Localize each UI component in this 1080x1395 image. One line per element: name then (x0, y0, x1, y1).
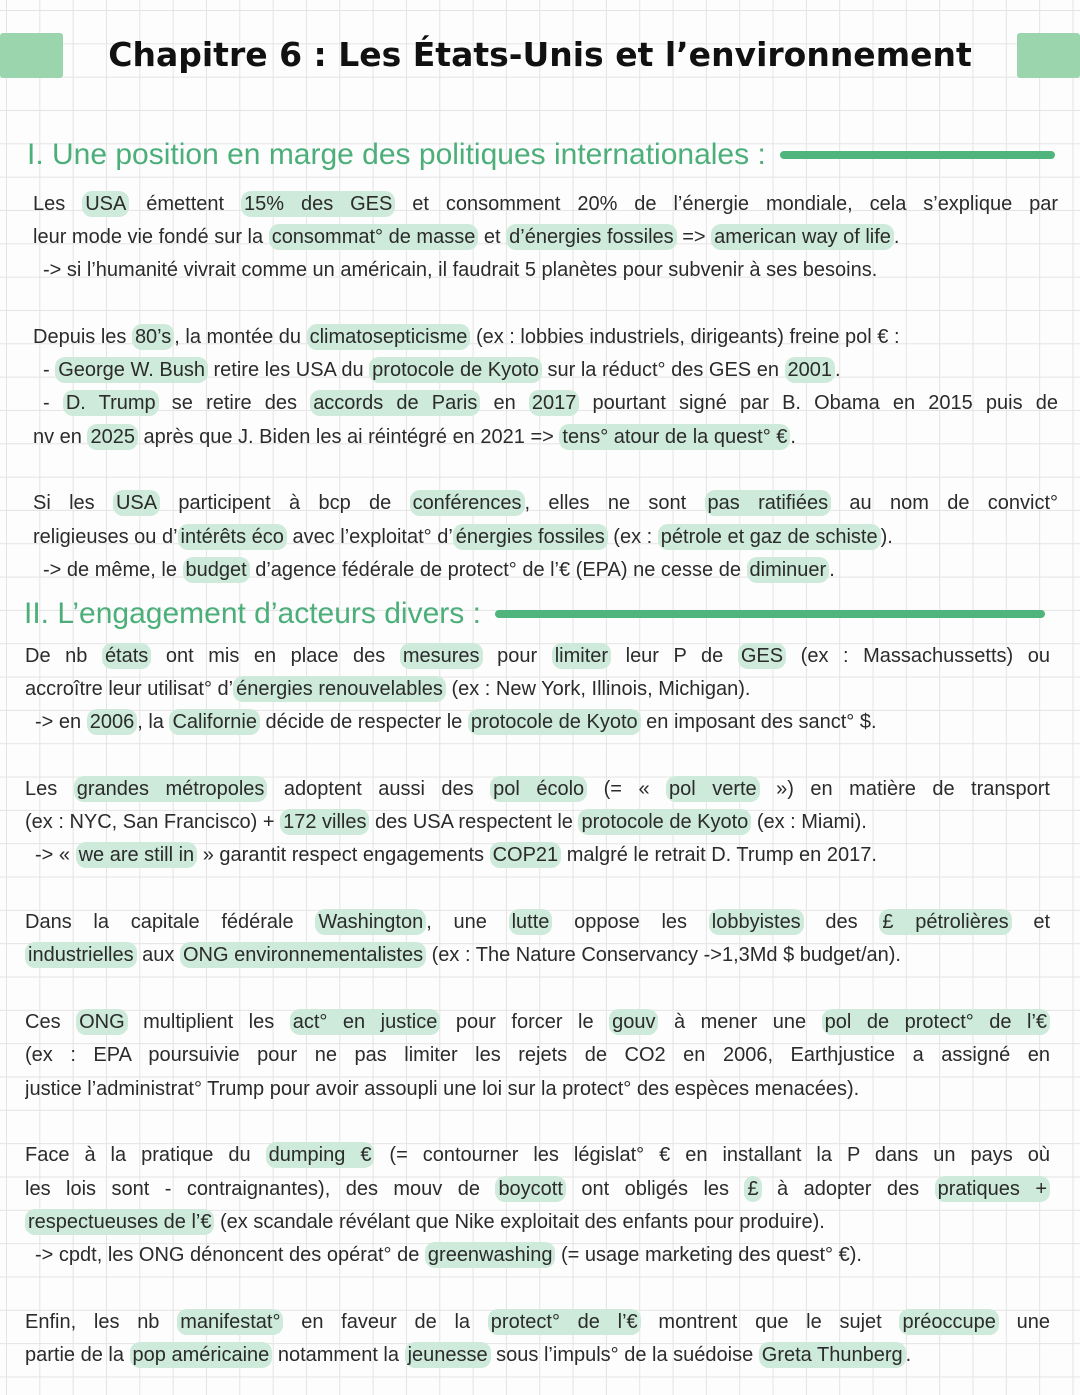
note-line (33, 188, 1058, 221)
text-segment: (ex : Miami). (751, 811, 867, 834)
text-segment: à adopter des (761, 1177, 935, 1200)
section-2 (24, 592, 1050, 1373)
text-segment: d’agence fédérale de protect° de l’€ (EPA) ne cesse de (249, 559, 747, 582)
note-line (25, 706, 1050, 739)
note-line (25, 640, 1050, 673)
note-line (33, 487, 1058, 520)
paragraph (25, 906, 1050, 973)
text-segment: » garantit respect engagements (197, 844, 490, 867)
text-segment: (= contourner les législat° € en installant la P dans un pays où (374, 1144, 1050, 1167)
text-segment: émettent (129, 192, 241, 215)
highlighted-text: 2025 (87, 424, 138, 450)
highlighted-text: grandes métropoles (74, 776, 268, 802)
note-line (25, 906, 1050, 939)
text-segment: leur mode vie fondé sur la (33, 225, 269, 248)
highlighted-text: diminuer (747, 557, 830, 583)
text-segment: De nb (25, 644, 102, 667)
text-segment: en faveur de la (283, 1311, 488, 1334)
highlighted-text: 2001 (785, 357, 836, 383)
section-heading: II. L’engagement d’acteurs divers : (24, 597, 481, 630)
text-segment: Dans la capitale fédérale (25, 911, 316, 934)
highlighted-text: états (102, 643, 151, 669)
highlighted-text: lobbyistes (709, 909, 804, 935)
text-segment: les lois sont - contraignantes), des mouv de (25, 1177, 496, 1200)
highlighted-text: USA (82, 191, 129, 217)
highlighted-text: gouv (609, 1009, 658, 1035)
text-segment: (ex : The Nature Conservancy ->1,3Md $ budget/an). (426, 944, 901, 967)
note-line (25, 1006, 1050, 1039)
highlighted-text: pol verte (666, 776, 760, 802)
highlighted-text: respectueuses de l’€ (25, 1209, 214, 1235)
text-segment: Les (25, 777, 74, 800)
note-line (33, 221, 1058, 254)
text-segment: pour (482, 644, 552, 667)
text-segment: accroître leur utilisat° d’ (25, 677, 234, 700)
section-1 (27, 133, 1058, 587)
highlighted-text: D. Trump (63, 390, 159, 416)
highlighted-text: mesures (400, 643, 483, 669)
text-segment: sous l’impuls° de la suédoise (490, 1344, 759, 1367)
text-segment: adoptent aussi des (267, 777, 491, 800)
paragraph (25, 1139, 1050, 1272)
text-segment: multiplient les (127, 1011, 290, 1034)
section-body (33, 188, 1058, 588)
text-segment: , une (426, 911, 509, 934)
text-segment: => (676, 225, 712, 248)
highlighted-text: conférences (410, 490, 525, 516)
text-segment: justice l’administrat° Trump pour avoir assoupli une loi sur la protect° des espèces menacées). (25, 1077, 860, 1100)
note-line (25, 1206, 1050, 1239)
note-line (25, 1073, 1050, 1106)
text-segment: oppose les (552, 911, 709, 934)
text-segment: partie de la (25, 1344, 130, 1367)
highlighted-text: 2006 (87, 709, 138, 735)
highlighted-text: COP21 (490, 842, 562, 868)
text-segment: à mener une (658, 1011, 822, 1034)
section-heading-row (24, 592, 1045, 636)
paragraph (25, 773, 1050, 873)
note-line (25, 1139, 1050, 1172)
highlighted-text: George W. Bush (55, 357, 208, 383)
text-segment: religieuses ou d’ (33, 525, 178, 548)
text-segment: pour forcer le (440, 1011, 610, 1034)
highlighted-text: protocole de Kyoto (578, 809, 751, 835)
highlighted-text: climatosepticisme (307, 324, 471, 350)
note-line (25, 806, 1050, 839)
highlighted-text: énergies fossiles (453, 524, 608, 550)
highlighted-text: protocole de Kyoto (468, 709, 641, 735)
highlighted-text: 80’s (132, 324, 174, 350)
paragraph (33, 321, 1058, 454)
note-line (25, 939, 1050, 972)
paragraph (33, 188, 1058, 288)
highlighted-text: protocole de Kyoto (369, 357, 542, 383)
highlighted-text: 2017 (529, 390, 580, 416)
note-line (25, 1306, 1050, 1339)
note-line (33, 321, 1058, 354)
heading-underline (495, 610, 1045, 618)
note-line (25, 1339, 1050, 1372)
text-segment: aux (136, 944, 180, 967)
text-segment: Face à la pratique du (25, 1144, 266, 1167)
note-line (25, 673, 1050, 706)
highlighted-text: boycott (495, 1176, 565, 1202)
text-segment: , la (137, 711, 170, 734)
note-line (33, 421, 1058, 454)
highlighted-text: énergies renouvelables (233, 676, 446, 702)
highlighted-text: pol écolo (490, 776, 587, 802)
highlighted-text: manifestat° (177, 1309, 283, 1335)
section-body (25, 640, 1050, 1373)
text-segment: -> si l’humanité vivrait comme un américain, il faudrait 5 planètes pour subvenir à ses besoins. (43, 259, 878, 282)
text-segment: en imposant des sanct° $. (640, 711, 877, 734)
text-segment: malgré le retrait D. Trump en 2017. (561, 844, 877, 867)
page-title: Chapitre 6 : Les États-Unis et l’environnement (108, 35, 972, 74)
highlighted-text: jeunesse (405, 1342, 491, 1368)
text-segment: (ex : New York, Illinois, Michigan). (445, 677, 751, 700)
note-line (25, 839, 1050, 872)
text-segment: -> de même, le (43, 559, 183, 582)
text-segment: leur P de (611, 644, 738, 667)
text-segment: Ces (25, 1011, 77, 1034)
text-segment: . (790, 425, 796, 448)
highlighted-text: Californie (169, 709, 259, 735)
highlighted-text: greenwashing (425, 1242, 556, 1268)
text-segment: et (1011, 911, 1050, 934)
title-highlight-left (0, 33, 63, 78)
note-line (33, 354, 1058, 387)
text-segment: décide de respecter le (259, 711, 468, 734)
text-segment: , elles ne sont (524, 492, 705, 515)
highlighted-text: £ (744, 1176, 761, 1202)
note-line (25, 1173, 1050, 1206)
highlighted-text: tens° atour de la quest° € (559, 424, 790, 450)
text-segment: -> cpdt, les ONG dénoncent des opérat° de (35, 1244, 425, 1267)
highlighted-text: USA (113, 490, 160, 516)
text-segment: une (998, 1311, 1050, 1334)
text-segment: (ex : Massachussetts) ou (786, 644, 1050, 667)
section-heading: I. Une position en marge des politiques internationales : (27, 138, 766, 171)
text-segment: (= usage marketing des quest° €). (555, 1244, 862, 1267)
text-segment: -> « (35, 844, 76, 867)
highlighted-text: lutte (509, 909, 553, 935)
text-segment: -> en (35, 711, 87, 734)
highlighted-text: american way of life (711, 224, 894, 250)
highlighted-text: pol de protect° de l’€ (822, 1009, 1050, 1035)
highlighted-text: ONG environnementalistes (180, 942, 426, 968)
text-segment: (ex : NYC, San Francisco) + (25, 811, 281, 834)
highlighted-text: préoccupe (899, 1309, 998, 1335)
text-segment: en (480, 392, 529, 415)
highlighted-text: we are still in (76, 842, 198, 868)
text-segment: retire les USA du (207, 359, 370, 382)
text-segment: Si les (33, 492, 113, 515)
text-segment: montrent que le sujet (640, 1311, 900, 1334)
highlighted-text: 15% des GES (241, 191, 395, 217)
text-segment: Depuis les (33, 325, 132, 348)
text-segment: des (803, 911, 880, 934)
text-segment: (ex : lobbies industriels, dirigeants) freine pol € : (470, 325, 900, 348)
text-segment: Les (33, 192, 83, 215)
highlighted-text: pas ratifiées (705, 490, 832, 516)
text-segment: ). (880, 525, 893, 548)
highlighted-text: accords de Paris (310, 390, 480, 416)
text-segment: après que J. Biden les ai réintégré en 2021 => (137, 425, 560, 448)
text-segment: et (478, 225, 507, 248)
highlighted-text: ONG (76, 1009, 128, 1035)
text-segment: ») en matière de transport (759, 777, 1050, 800)
text-segment: nv en (33, 425, 88, 448)
note-line (33, 554, 1058, 587)
text-segment: . (893, 225, 900, 248)
title-highlight-right (1017, 33, 1080, 78)
text-segment: ont obligés les (565, 1177, 745, 1200)
text-segment: pourtant signé par B. Obama en 2015 puis de (579, 392, 1058, 415)
text-segment: ont mis en place des (151, 644, 400, 667)
text-segment: . (905, 1344, 912, 1367)
highlighted-text: budget (183, 557, 250, 583)
highlighted-text: pratiques + (935, 1176, 1050, 1202)
text-segment: , la montée du (174, 325, 307, 348)
paragraph (25, 640, 1050, 740)
heading-underline (780, 151, 1055, 159)
note-line (25, 773, 1050, 806)
highlighted-text: GES (738, 643, 786, 669)
text-segment: . (829, 559, 835, 582)
note-line (25, 1039, 1050, 1072)
highlighted-text: act° en justice (290, 1009, 441, 1035)
section-heading-row (27, 133, 1055, 177)
text-segment: (ex : (607, 525, 658, 548)
highlighted-text: pétrole et gaz de schiste (658, 524, 881, 550)
highlighted-text: d’énergies fossiles (506, 224, 677, 250)
text-segment: (ex scandale révélant que Nike exploitait des enfants pour produire). (214, 1211, 825, 1234)
note-line (33, 254, 1058, 287)
text-segment: des USA respectent le (369, 811, 579, 834)
highlighted-text: intérêts éco (178, 524, 287, 550)
highlighted-text: Greta Thunberg (759, 1342, 906, 1368)
paragraph (33, 487, 1058, 587)
text-segment: participent à bcp de (160, 492, 410, 515)
text-segment: se retire des (158, 392, 311, 415)
text-segment: sur la réduct° des GES en (541, 359, 785, 382)
highlighted-text: £ pétrolières (879, 909, 1011, 935)
highlighted-text: protect° de l’€ (488, 1309, 641, 1335)
highlighted-text: limiter (552, 643, 611, 669)
highlighted-text: consommat° de masse (269, 224, 479, 250)
highlighted-text: dumping € (266, 1142, 375, 1168)
highlighted-text: Washington (315, 909, 426, 935)
text-segment: avec l’exploitat° d’ (286, 525, 453, 548)
text-segment: au nom de convict° (831, 492, 1058, 515)
highlighted-text: pop américaine (130, 1342, 273, 1368)
text-segment: (ex : EPA poursuivie pour ne pas limiter les rejets de CO2 en 2006, Earthjustice a assigné en (25, 1044, 1050, 1067)
note-line (33, 387, 1058, 420)
text-segment: et consomment 20% de l’énergie mondiale, cela s’explique par (395, 192, 1058, 215)
highlighted-text: industrielles (25, 942, 137, 968)
text-segment: - (43, 359, 56, 382)
paragraph (25, 1306, 1050, 1373)
text-segment: (= « (587, 777, 667, 800)
text-segment: . (835, 359, 841, 382)
text-segment: - (43, 392, 63, 415)
text-segment: Enfin, les nb (25, 1311, 178, 1334)
paragraph (25, 1006, 1050, 1106)
note-line (25, 1239, 1050, 1272)
highlighted-text: 172 villes (280, 809, 369, 835)
note-line (33, 521, 1058, 554)
text-segment: notamment la (272, 1344, 405, 1367)
